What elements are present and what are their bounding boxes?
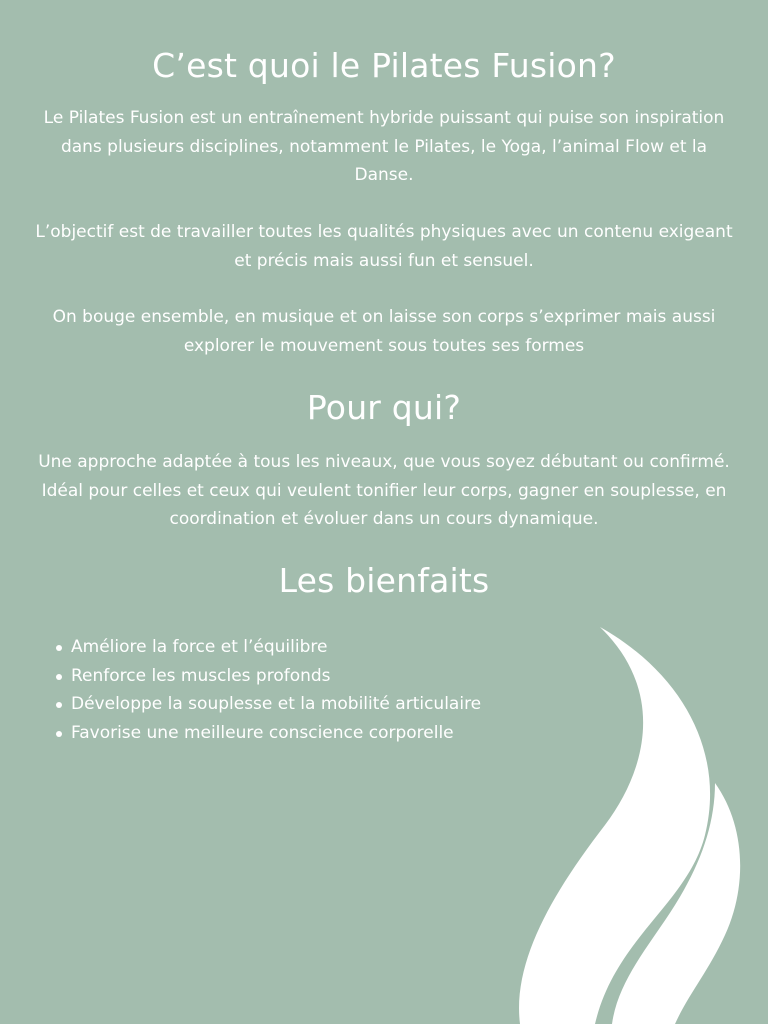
bullet-icon — [56, 702, 62, 708]
audience-paragraph: Une approche adaptée à tous les niveaux, que vous soyez débutant ou confirmé. Idéal pour celles et ceux qui veulent tonifier leur corps, gagner en souplesse, en coordination et évoluer dans un cours dynamique. — [38, 452, 730, 529]
benefit-label: Développe la souplesse et la mobilité articulaire — [71, 694, 482, 714]
benefits-list — [52, 633, 481, 747]
title-pour-qui: Pour qui? — [306, 388, 462, 427]
objective-paragraph: L’objectif est de travailler toutes les qualités physiques avec un contenu exigeant et précis mais aussi fun et sensuel. — [35, 222, 733, 271]
bullet-icon — [56, 731, 62, 737]
benefit-item — [52, 633, 481, 662]
benefit-label: Favorise une meilleure conscience corporelle — [71, 722, 454, 743]
benefit-item — [52, 690, 481, 719]
title-pilates-fusion: C’est quoi le Pilates Fusion? — [152, 46, 616, 85]
flame-logo-icon — [500, 620, 768, 1024]
bullet-icon — [56, 645, 62, 651]
movement-paragraph: On bouge ensemble, en musique et on laisse son corps s’exprimer mais aussi explorer le mouvement sous toutes ses formes — [52, 307, 716, 356]
intro-paragraph: Le Pilates Fusion est un entraînement hybride puissant qui puise son inspiration dans plusieurs disciplines, notamment le Pilates, le Yoga, l’animal Flow et la Danse. — [43, 108, 725, 185]
title-bienfaits: Les bienfaits — [278, 561, 490, 600]
bullet-icon — [56, 674, 62, 680]
benefit-label: Renforce les muscles profonds — [71, 665, 331, 686]
benefit-item — [52, 662, 481, 691]
benefit-label: Améliore la force et l’équilibre — [71, 637, 328, 657]
benefit-item — [52, 719, 481, 748]
